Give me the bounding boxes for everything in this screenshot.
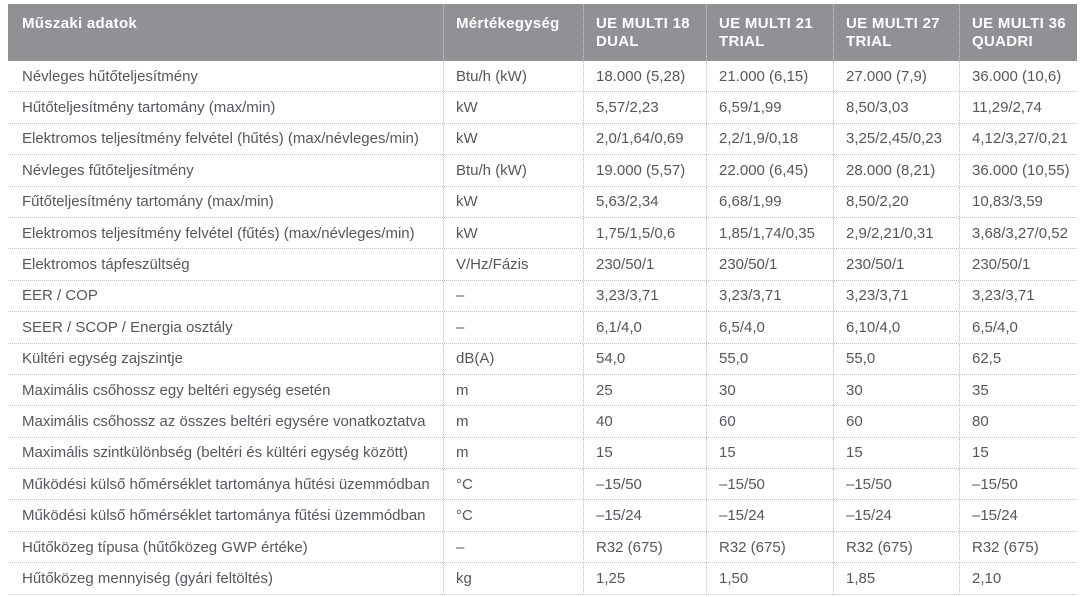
row-value: 15 (583, 438, 706, 468)
row-value: –15/50 (706, 469, 833, 499)
row-value: 6,59/1,99 (706, 92, 833, 122)
row-unit: V/Hz/Fázis (443, 249, 583, 279)
row-label: Maximális csőhossz egy beltéri egység esetén (22, 381, 331, 399)
table-header-row (8, 4, 1077, 61)
row-value: 3,23/3,71 (833, 281, 959, 311)
row-value: –15/24 (959, 500, 1077, 530)
row-value: 35 (959, 375, 1077, 405)
row-value: 15 (833, 438, 959, 468)
table-row (8, 92, 1077, 123)
row-value: 5,57/2,23 (583, 92, 706, 122)
row-value: 2,2/1,9/0,18 (706, 124, 833, 154)
row-value: R32 (675) (959, 532, 1077, 562)
row-unit: kg (443, 563, 583, 593)
row-value: 6,5/4,0 (959, 312, 1077, 342)
row-value: 230/50/1 (706, 249, 833, 279)
row-unit: m (443, 406, 583, 436)
row-value: 21.000 (6,15) (706, 61, 833, 91)
table-row (8, 563, 1077, 594)
row-unit: kW (443, 124, 583, 154)
table-row (8, 124, 1077, 155)
row-value: 55,0 (706, 344, 833, 374)
row-value: –15/24 (706, 500, 833, 530)
row-value: –15/24 (833, 500, 959, 530)
row-value: 54,0 (583, 344, 706, 374)
row-value: –15/50 (833, 469, 959, 499)
row-value: 1,25 (583, 563, 706, 593)
row-value: 27.000 (7,9) (833, 61, 959, 91)
row-value: 30 (706, 375, 833, 405)
table-row (8, 406, 1077, 437)
row-unit: dB(A) (443, 344, 583, 374)
row-unit: Btu/h (kW) (443, 155, 583, 185)
row-label: Maximális csőhossz az összes beltéri egysére vonatkoztatva (22, 412, 426, 430)
row-label: Működési külső hőmérséklet tartománya hűtési üzemmódban (22, 475, 430, 493)
row-value: 1,50 (706, 563, 833, 593)
row-label: Fűtőteljesítmény tartomány (max/min) (22, 193, 274, 211)
row-unit: kW (443, 187, 583, 217)
row-value: 8,50/2,20 (833, 187, 959, 217)
table-row (8, 500, 1077, 531)
row-value: R32 (675) (583, 532, 706, 562)
table-row (8, 438, 1077, 469)
row-label: Névleges hűtőteljesítmény (22, 67, 198, 85)
row-value: 15 (706, 438, 833, 468)
row-value: 6,1/4,0 (583, 312, 706, 342)
row-value: 40 (583, 406, 706, 436)
row-label: EER / COP (22, 287, 98, 305)
row-value: 3,23/3,71 (959, 281, 1077, 311)
row-label: Kültéri egység zajszintje (22, 350, 183, 368)
row-value: 6,5/4,0 (706, 312, 833, 342)
header-product-ue-multi-18-dual: UE MULTI 18 DUAL (583, 4, 706, 61)
row-value: 3,23/3,71 (583, 281, 706, 311)
row-value: 60 (833, 406, 959, 436)
row-value: –15/24 (583, 500, 706, 530)
table-row (8, 532, 1077, 563)
row-value: 60 (706, 406, 833, 436)
row-value: 10,83/3,59 (959, 187, 1077, 217)
row-label: Maximális szintkülönbség (beltéri és kültéri egység között) (22, 444, 408, 462)
row-value: 28.000 (8,21) (833, 155, 959, 185)
row-value: 19.000 (5,57) (583, 155, 706, 185)
row-value: 3,25/2,45/0,23 (833, 124, 959, 154)
table-row (8, 218, 1077, 249)
row-label: Hűtőteljesítmény tartomány (max/min) (22, 99, 276, 117)
row-value: 22.000 (6,45) (706, 155, 833, 185)
table-row (8, 281, 1077, 312)
table-row (8, 187, 1077, 218)
row-value: 55,0 (833, 344, 959, 374)
row-value: 230/50/1 (833, 249, 959, 279)
row-value: 4,12/3,27/0,21 (959, 124, 1077, 154)
row-label: Elektromos tápfeszültség (22, 256, 190, 274)
row-value: –15/50 (959, 469, 1077, 499)
row-label: Elektromos teljesítmény felvétel (hűtés) (max/névleges/min) (22, 130, 419, 148)
row-unit: kW (443, 92, 583, 122)
row-value: 36.000 (10,6) (959, 61, 1077, 91)
row-unit: – (443, 532, 583, 562)
row-value: 3,23/3,71 (706, 281, 833, 311)
row-value: 8,50/3,03 (833, 92, 959, 122)
table-row (8, 312, 1077, 343)
row-unit: Btu/h (kW) (443, 61, 583, 91)
table-row (8, 249, 1077, 280)
table-row (8, 469, 1077, 500)
row-value: 2,10 (959, 563, 1077, 593)
row-label: Működési külső hőmérséklet tartománya fűtési üzemmódban (22, 507, 426, 525)
row-unit: m (443, 375, 583, 405)
table-row (8, 375, 1077, 406)
row-value: 6,68/1,99 (706, 187, 833, 217)
header-product-ue-multi-21-trial: UE MULTI 21 TRIAL (706, 4, 833, 61)
row-value: 25 (583, 375, 706, 405)
row-value: R32 (675) (833, 532, 959, 562)
row-value: 230/50/1 (959, 249, 1077, 279)
row-unit: m (443, 438, 583, 468)
row-label: SEER / SCOP / Energia osztály (22, 318, 233, 336)
row-value: 5,63/2,34 (583, 187, 706, 217)
row-value: 1,85/1,74/0,35 (706, 218, 833, 248)
row-value: 15 (959, 438, 1077, 468)
row-value: 230/50/1 (583, 249, 706, 279)
row-value: 62,5 (959, 344, 1077, 374)
row-value: 1,75/1,5/0,6 (583, 218, 706, 248)
table-row (8, 61, 1077, 92)
row-value: –15/50 (583, 469, 706, 499)
row-label: Elektromos teljesítmény felvétel (fűtés) (max/névleges/min) (22, 224, 415, 242)
header-product-ue-multi-36-quadri: UE MULTI 36 QUADRI (959, 4, 1077, 61)
table-row (8, 155, 1077, 186)
row-unit: – (443, 312, 583, 342)
header-product-ue-multi-27-trial: UE MULTI 27 TRIAL (833, 4, 959, 61)
row-value: 11,29/2,74 (959, 92, 1077, 122)
row-value: 3,68/3,27/0,52 (959, 218, 1077, 248)
row-label: Hűtőközeg mennyiség (gyári feltöltés) (22, 569, 273, 587)
header-unit: Mértékegység (443, 4, 583, 61)
row-value: 6,10/4,0 (833, 312, 959, 342)
spec-table (8, 4, 1077, 595)
header-technical-data: Műszaki adatok (22, 15, 138, 32)
row-unit: – (443, 281, 583, 311)
table-body (8, 61, 1077, 595)
row-unit: °C (443, 500, 583, 530)
row-value: R32 (675) (706, 532, 833, 562)
row-value: 36.000 (10,55) (959, 155, 1077, 185)
table-row (8, 344, 1077, 375)
row-value: 2,9/2,21/0,31 (833, 218, 959, 248)
row-value: 1,85 (833, 563, 959, 593)
row-value: 30 (833, 375, 959, 405)
row-label: Hűtőközeg típusa (hűtőközeg GWP értéke) (22, 538, 308, 556)
row-unit: °C (443, 469, 583, 499)
row-unit: kW (443, 218, 583, 248)
row-value: 2,0/1,64/0,69 (583, 124, 706, 154)
row-label: Névleges fűtőteljesítmény (22, 161, 194, 179)
row-value: 80 (959, 406, 1077, 436)
row-value: 18.000 (5,28) (583, 61, 706, 91)
